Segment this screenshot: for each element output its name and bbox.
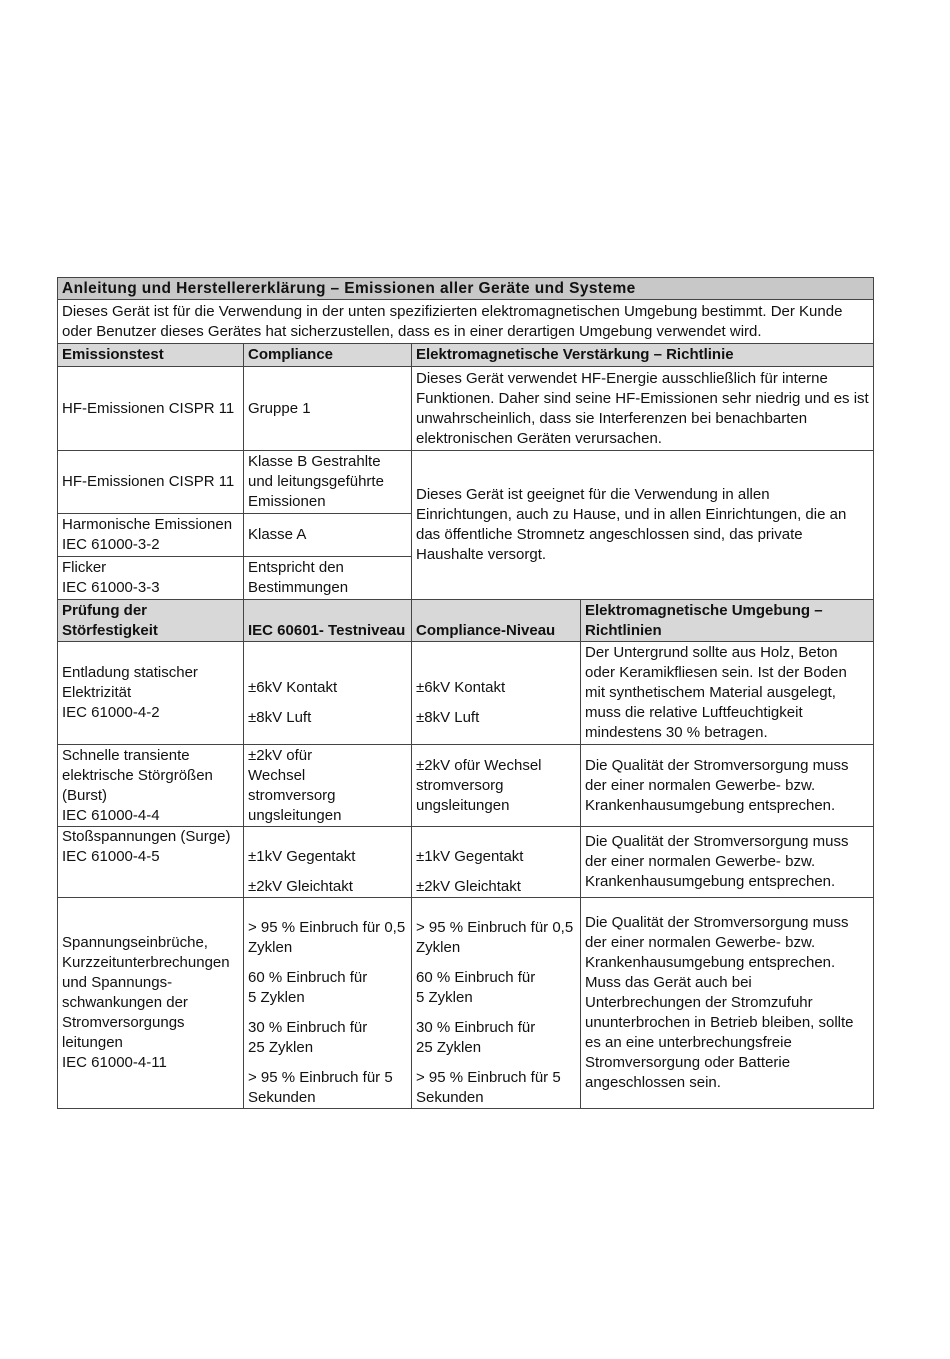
- test-level-value: ±1kV Gegentakt: [248, 848, 356, 865]
- immunity-test-cell: Entladung statischer Elektrizität IEC 61000-4-2: [58, 642, 244, 745]
- test-level-value: > 95 % Einbruch für 0,5 Zyklen: [248, 919, 406, 956]
- compliance-level-value: ±6kV Kontakt: [416, 679, 506, 696]
- emission-test-cell: Flicker IEC 61000-3-3: [58, 557, 244, 600]
- header-compliance-level: Compliance-Niveau: [412, 600, 581, 642]
- immunity-test-cell: Schnelle transiente elektrische Störgrößen (Burst) IEC 61000-4-4: [58, 745, 244, 827]
- compliance-level-value: > 95 % Einbruch für 5 Sekunden: [416, 1069, 561, 1106]
- table-row: [58, 642, 874, 745]
- table-row: [58, 367, 874, 451]
- compliance-level-cell: [412, 642, 581, 745]
- table-row: [58, 898, 874, 1109]
- emission-test-cell: HF-Emissionen CISPR 11: [58, 367, 244, 451]
- header-compliance: Compliance: [244, 344, 412, 367]
- test-level-cell: [244, 898, 412, 1109]
- immunity-test-cell: Stoßspannungen (Surge) IEC 61000-4-5: [58, 827, 244, 898]
- immunity-guideline-cell: Der Untergrund sollte aus Holz, Beton oder Keramikfliesen sein. Ist der Boden mit synthetischem Material ausgelegt, muss die relative Luftfeuchtigkeit mindestens 30 % betragen.: [581, 642, 874, 745]
- table-row: [58, 827, 874, 898]
- test-level-cell: [244, 642, 412, 745]
- compliance-level-value: ±1kV Gegentakt: [416, 848, 524, 865]
- emission-test-cell: Harmonische Emissionen IEC 61000-3-2: [58, 514, 244, 557]
- emission-compliance-cell: Klasse B Gestrahlte und leitungsgeführte Emissionen: [244, 451, 412, 514]
- test-level-value: 30 % Einbruch für 25 Zyklen: [248, 1019, 368, 1056]
- header-emission-guideline: Elektromagnetische Verstärkung – Richtlinie: [412, 344, 874, 367]
- compliance-level-cell: [412, 898, 581, 1109]
- compliance-level-value: 30 % Einbruch für 25 Zyklen: [416, 1019, 536, 1056]
- compliance-level-value: ±2kV Gleichtakt: [416, 878, 521, 895]
- compliance-level-value: > 95 % Einbruch für 0,5 Zyklen: [416, 919, 574, 956]
- test-level-value: ±6kV Kontakt: [248, 679, 338, 696]
- test-level-value: 60 % Einbruch für 5 Zyklen: [248, 969, 368, 1006]
- immunity-guideline-cell: Die Qualität der Stromversorgung muss der einer normalen Gewerbe- bzw. Krankenhausumgebung entsprechen. Muss das Gerät auch bei Unterbrechungen der Stromzufuhr ununterbrochen in Betrieb bleiben, sollte es an eine unterbrechungsfreie Stromversorgung oder Batterie angeschlossen sein.: [581, 898, 874, 1109]
- compliance-level-cell: [412, 827, 581, 898]
- immunity-test-cell: Spannungseinbrüche, Kurzzeitunterbrechungen und Spannungs- schwankungen der Stromversorgungs leitungen IEC 61000-4-11: [58, 898, 244, 1109]
- compliance-level-value: ±8kV Luft: [416, 709, 480, 726]
- test-level-cell: [244, 827, 412, 898]
- emission-test-cell: HF-Emissionen CISPR 11: [58, 451, 244, 514]
- header-immunity-guideline: Elektromagnetische Umgebung – Richtlinien: [581, 600, 874, 642]
- compliance-level-value: 60 % Einbruch für 5 Zyklen: [416, 969, 536, 1006]
- table-row: [58, 745, 874, 827]
- intro-text: Dieses Gerät ist für die Verwendung in der unten spezifizierten elektromagnetischen Umgebung bestimmt. Der Kunde oder Benutzer dieses Gerätes hat sicherzustellen, dass es in einer derartigen Umgebung verwendet wird.: [58, 300, 874, 344]
- header-immunity-test: Prüfung der Störfestigkeit: [58, 600, 244, 642]
- header-test-level: IEC 60601- Testniveau: [244, 600, 412, 642]
- test-level-value: ±8kV Luft: [248, 709, 312, 726]
- test-level-value: ±2kV Gleichtakt: [248, 878, 353, 895]
- table-row: [58, 451, 874, 514]
- header-emission-test: Emissionstest: [58, 344, 244, 367]
- immunity-guideline-cell: Die Qualität der Stromversorgung muss der einer normalen Gewerbe- bzw. Krankenhausumgebung entsprechen.: [581, 745, 874, 827]
- immunity-guideline-cell: Die Qualität der Stromversorgung muss der einer normalen Gewerbe- bzw. Krankenhausumgebung entsprechen.: [581, 827, 874, 898]
- test-level-value: > 95 % Einbruch für 5 Sekunden: [248, 1069, 393, 1106]
- compliance-level-cell: ±2kV ofür Wechsel stromversorg ungsleitungen: [412, 745, 581, 827]
- emission-compliance-cell: Entspricht den Bestimmungen: [244, 557, 412, 600]
- test-level-cell: ±2kV ofür Wechsel stromversorg ungsleitungen: [244, 745, 412, 827]
- emission-guideline-cell: Dieses Gerät ist geeignet für die Verwendung in allen Einrichtungen, auch zu Hause, und in allen Einrichtungen, die an das öffentliche Stromnetz angeschlossen sind, das private Haushalte versorgt.: [412, 451, 874, 600]
- table-title: Anleitung und Herstellererklärung – Emissionen aller Geräte und Systeme: [58, 278, 874, 300]
- emission-guideline-cell: Dieses Gerät verwendet HF-Energie ausschließlich für interne Funktionen. Daher sind seine HF-Emissionen sehr niedrig und es ist unwahrscheinlich, dass sie Interferenzen bei benachbarten elektronischen Geräten verursachen.: [412, 367, 874, 451]
- emc-declaration-table: [57, 277, 874, 1109]
- emission-compliance-cell: Klasse A: [244, 514, 412, 557]
- emission-compliance-cell: Gruppe 1: [244, 367, 412, 451]
